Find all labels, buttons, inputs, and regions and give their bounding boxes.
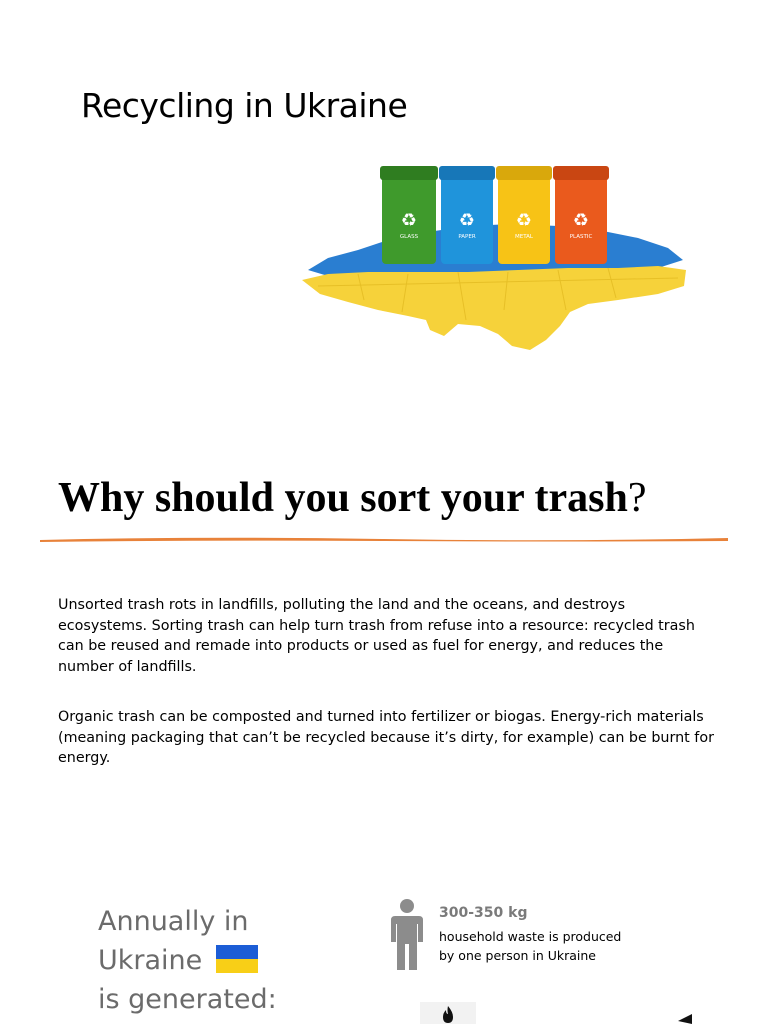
stat-description xyxy=(439,927,659,965)
recycling-bins-on-ukraine-map-image xyxy=(298,160,690,360)
annual-line-3: is generated: xyxy=(98,984,277,1015)
annual-line-1: Annually in xyxy=(98,906,249,937)
annual-heading xyxy=(98,902,298,1019)
stat-description-line-1: household waste is produced xyxy=(439,929,622,944)
annual-line-2: Ukraine xyxy=(98,945,203,976)
paragraph-why-sort: Unsorted trash rots in landfills, polluting the land and the oceans, and destroys ecosystems. Sorting trash can help turn trash from refuse into a resource: recycled trash can be reused and remade into products or used as fuel for energy, and reduces the number of landfills. xyxy=(58,597,695,675)
stat-description-line-2: by one person in Ukraine xyxy=(439,948,597,963)
recycle-icon: ♻ xyxy=(572,210,590,231)
recycle-icon: ♻ xyxy=(515,210,533,231)
ukraine-flag-icon xyxy=(216,945,258,973)
bin-label: GLASS xyxy=(399,234,419,240)
stat-value: 300-350 kg xyxy=(439,905,528,921)
page-title: Recycling in Ukraine xyxy=(81,86,408,125)
recycle-icon: ♻ xyxy=(458,210,476,231)
accent-divider xyxy=(40,534,728,544)
recycle-icon: ♻ xyxy=(400,210,418,231)
section-heading-mark: ? xyxy=(627,475,647,521)
paragraph-organic-trash: Organic trash can be composted and turned into fertilizer or biogas. Energy-rich materials (meaning packaging that can’t be recycled because it’s dirty, for example) can be burnt for energy. xyxy=(58,709,714,766)
person-icon xyxy=(388,898,426,972)
ukraine-map-yellow xyxy=(302,266,686,350)
arrow-icon xyxy=(678,1014,692,1024)
bin-label: PLASTIC xyxy=(569,234,593,240)
section-heading-text: Why should you sort your trash xyxy=(58,475,628,521)
bin-label: METAL xyxy=(515,234,533,240)
bin-label: PAPER xyxy=(458,234,476,240)
annual-line-2-row xyxy=(98,941,298,980)
fire-icon xyxy=(420,1002,476,1024)
section-heading xyxy=(58,474,647,522)
